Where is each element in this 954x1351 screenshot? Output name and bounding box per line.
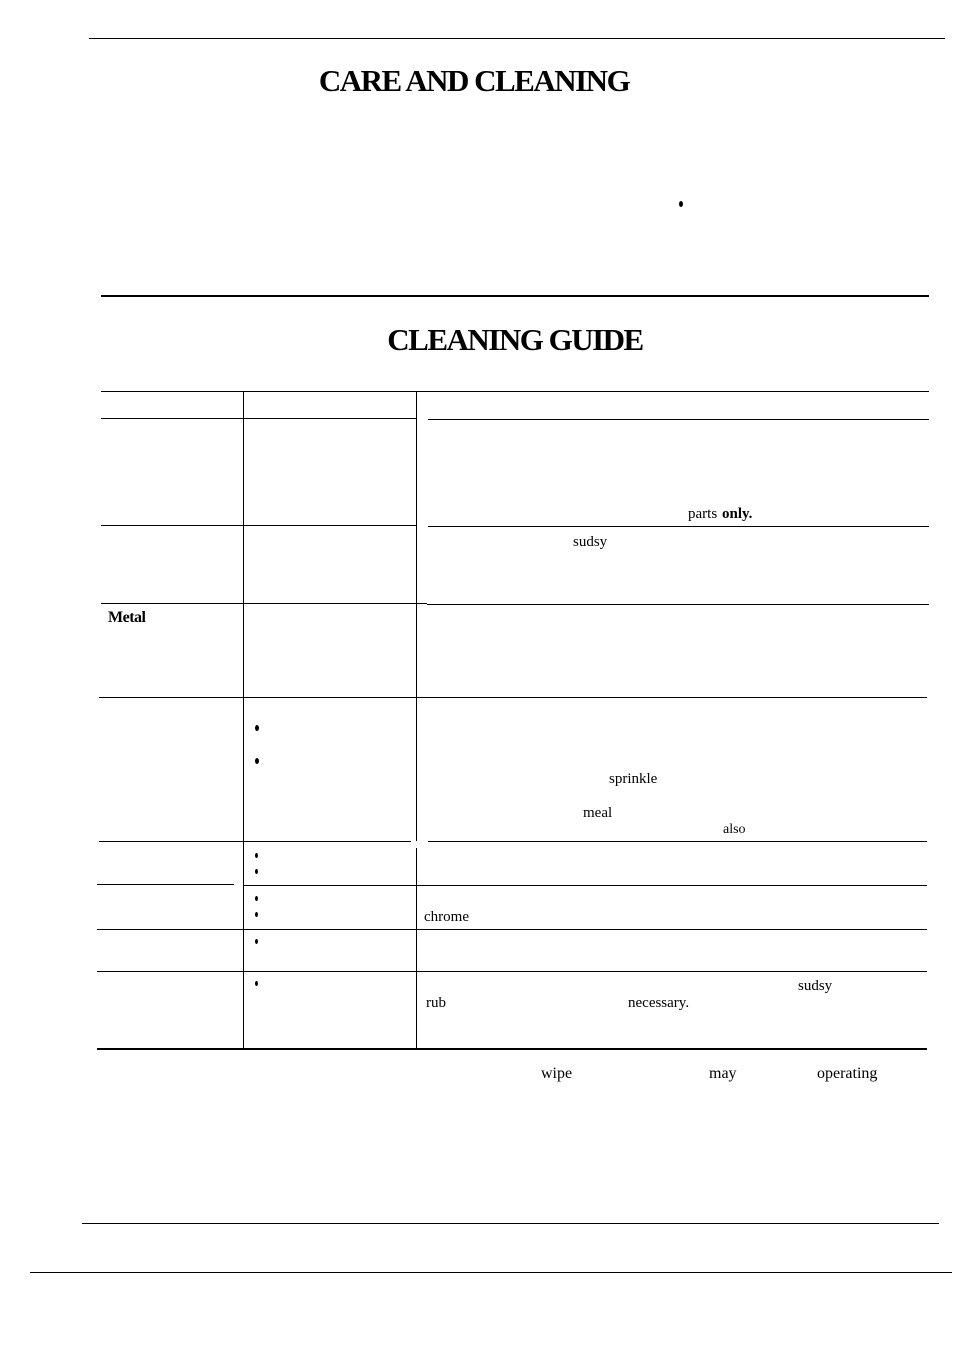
text-fragment: sudsy: [798, 978, 833, 994]
list-bullet: [255, 853, 258, 858]
footnote-fragment: wipe: [541, 1065, 573, 1082]
top-rule: [89, 38, 945, 39]
table-row-separator: [97, 971, 927, 972]
table-header-top: [101, 391, 929, 392]
text-fragment: rub: [426, 995, 446, 1011]
footnote-fragment: operating: [817, 1065, 878, 1082]
column-divider: [243, 392, 244, 1049]
list-bullet: [255, 725, 259, 731]
bottom-rule: [82, 1223, 939, 1224]
table-bottom-rule: [97, 1048, 927, 1050]
list-bullet: [255, 912, 258, 917]
table-header-bottom: [101, 418, 243, 419]
table-row-separator: [97, 929, 927, 930]
list-bullet: [255, 939, 258, 944]
page-title: CARE AND CLEANING: [318, 63, 630, 98]
text-fragment: necessary.: [628, 995, 690, 1011]
list-bullet: [255, 981, 258, 986]
table-row-separator: [99, 697, 927, 698]
table-row-separator: [101, 603, 427, 604]
row-label-metal: Metal: [108, 609, 146, 626]
text-fragment: only.: [722, 506, 753, 522]
table-row-separator: [428, 526, 929, 527]
list-bullet: [255, 758, 259, 764]
text-fragment: chrome: [424, 909, 469, 925]
text-fragment: sprinkle: [609, 771, 658, 787]
table-row-separator: [428, 841, 927, 842]
text-fragment: also: [723, 822, 746, 837]
list-bullet: [255, 896, 258, 901]
section-divider: [101, 295, 929, 297]
table-row-separator: [427, 604, 929, 605]
page-edge-rule: [30, 1272, 952, 1273]
footnote-fragment: may: [709, 1065, 737, 1082]
column-divider: [416, 392, 417, 841]
text-fragment: meal: [583, 805, 613, 821]
table-row-separator: [99, 841, 411, 842]
intro-bullet: [679, 201, 683, 207]
table-row-separator: [97, 884, 234, 885]
column-divider: [416, 848, 417, 1049]
table-header-bottom: [428, 419, 929, 420]
table-row-separator: [243, 885, 927, 886]
guide-title: CLEANING GUIDE: [387, 322, 643, 357]
table-row-separator: [101, 525, 416, 526]
text-fragment: parts: [688, 506, 718, 522]
list-bullet: [255, 869, 258, 874]
table-header-bottom: [243, 418, 416, 419]
text-fragment: sudsy: [573, 534, 608, 550]
